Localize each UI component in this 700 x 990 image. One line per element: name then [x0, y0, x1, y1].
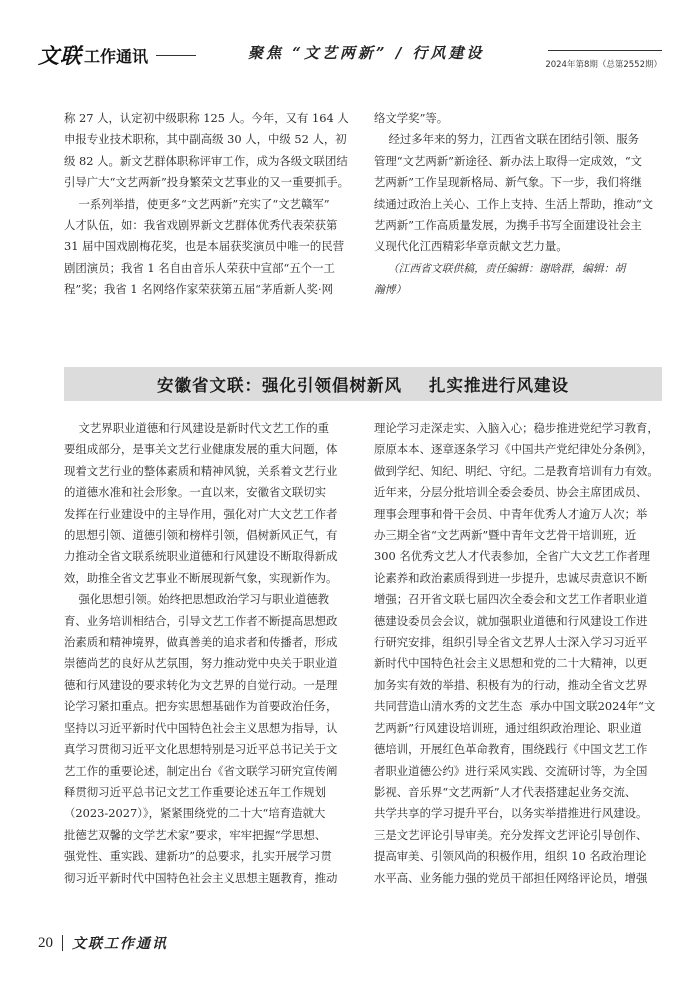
text-line: 坚持以习近平新时代中国特色社会主义思想为指导，认	[64, 720, 338, 735]
text-line: 提高审美、引领风尚的积极作用，组织 10 名政治理论	[374, 849, 647, 864]
text-line: 办三期全省“文艺两新”暨中青年文艺骨干培训班，近	[374, 528, 637, 543]
text-line: （2023-2027）》，紧紧围绕党的二十大“培育造就大	[64, 806, 326, 821]
text-line: 做到学纪、知纪、明纪、守纪。二是教育培训有力有效。	[374, 463, 659, 478]
logo-mark: 文联	[38, 43, 82, 68]
text-line: 德培训，开展红色革命教育，围绕践行《中国文艺工作	[374, 742, 648, 757]
header-rule-left	[156, 55, 196, 56]
text-line: 申报专业技术职称，其中副高级 30 人，中级 52 人，初	[64, 132, 347, 147]
text-line: 论学习紧扣重点。把夯实思想基础作为首要政治任务，	[64, 699, 338, 714]
column-title: 聚焦 “文艺两新” / 行风建设	[248, 44, 485, 62]
text-line: 行研究安排，组织引导全省文艺界人士深入学习习近平	[374, 635, 648, 650]
top-left-column	[64, 108, 354, 301]
text-line: 引导广大“文艺两新”投身繁荣文艺事业的又一重要抓手。	[64, 175, 350, 190]
text-line: 批德艺双馨的文学艺术家”要求，牢牢把握“学思想、	[64, 827, 327, 842]
logo-name: 工作通讯	[84, 46, 149, 66]
text-line: 真学习贯彻习近平文化思想特别是习近平总书记关于文	[64, 742, 338, 757]
issue-label: 2024年第8期（总第2552期）	[545, 60, 662, 70]
text-line: 的思想引领、道德引领和榜样引领，倡树新风正气，有	[64, 528, 338, 543]
main-left-column	[64, 418, 354, 889]
masthead-logo	[38, 42, 148, 68]
top-right-column	[374, 108, 664, 301]
text-line: 崇德尚艺的良好从艺氛围，努力推动党中央关于职业道	[64, 656, 338, 671]
text-line: 管理“文艺两新”新途径、新办法上取得一定成效，“文	[374, 153, 643, 168]
text-line: 释贯彻习近平总书记文艺工作重要论述五年工作规划	[64, 784, 326, 799]
text-line: 人才队伍，如：我省戏剧界新文艺群体优秀代表荣获第	[64, 218, 338, 233]
text-line: 新时代中国特色社会主义思想和党的二十大精神，以更	[374, 656, 648, 671]
text-line: 德和行风建设的要求转化为文艺界的自觉行动。一是理	[64, 677, 338, 692]
text-line: 彻习近平新时代中国特色社会主义思想主题教育，推动	[64, 870, 338, 885]
text-line: 理事会理事和骨干会员、中青年优秀人才逾万人次；举	[374, 506, 648, 521]
text-line: 强化思想引领。始终把思想政治学习与职业道德教	[64, 592, 330, 607]
text-line: 者职业道德公约》进行采风实践、交流研讨等，为全国	[374, 763, 648, 778]
header-rule-right	[548, 50, 662, 51]
text-line: 级 82 人。新文艺群体职称评审工作，成为各级文联团结	[64, 153, 348, 168]
text-line: 强党性、重实践、建新功”的总要求，扎实开展学习贯	[64, 849, 332, 864]
footer-divider	[62, 935, 63, 951]
text-line: 络文学奖”等。	[374, 111, 449, 125]
text-line: 现着文艺行业的整体素质和精神风貌，关系着文艺行业	[64, 463, 338, 478]
text-line: 共学共享的学习提升平台，以务实举措推进行风建设。	[374, 806, 648, 821]
text-line: 艺两新”工作高质量发展，为携手书写全面建设社会主	[374, 218, 642, 233]
text-line: 增强；召开省文联七届四次全委会和文艺工作者职业道	[374, 592, 648, 607]
publication-name: 文联工作通讯	[72, 936, 168, 952]
text-line: 文艺界职业道德和行风建设是新时代文艺工作的重	[64, 421, 330, 435]
page-header	[38, 40, 662, 74]
article-title-band	[64, 367, 662, 401]
article-title: 安徽省文联：强化引领倡树新风 扎实推进行风建设	[157, 376, 569, 395]
text-line: 续通过政治上关心、工作上支持、生活上帮助，推动“文	[374, 196, 654, 211]
text-line: 发挥在行业建设中的主导作用，强化对广大文艺工作者	[64, 506, 338, 521]
text-line: 原原本本、逐章逐条学习《中国共产党纪律处分条例》，	[374, 442, 654, 457]
text-line: 程”奖；我省 1 名网络作家荣获第五届“茅盾新人奖·网	[64, 282, 333, 297]
credit-line: 瀚博）	[374, 283, 407, 297]
text-line: 加务实有效的举措、积极有为的行动，推动全省文艺界	[374, 677, 648, 692]
text-line: 剧团演员；我省 1 名自由音乐人荣获中宣部“五个一工	[64, 260, 335, 275]
text-line: 艺两新”行风建设培训班，通过组织政治理论、职业道	[374, 720, 642, 735]
text-line: 的道德水准和社会形象。一直以来，安徽省文联切实	[64, 485, 326, 500]
page-footer	[38, 932, 168, 954]
text-line: 近年来，分层分批培训全委会委员、协会主席团成员、	[374, 485, 648, 500]
text-line: 理论学习走深走实、入脑入心；稳步推进党纪学习教育，	[374, 421, 659, 435]
page-number: 20	[38, 934, 53, 951]
text-line: 育、业务培训相结合，引导文艺工作者不断提高思想政	[64, 613, 338, 628]
text-line: 称 27 人，认定初中级职称 125 人。今年，又有 164 人	[64, 111, 349, 125]
main-right-column	[374, 418, 664, 889]
text-line: 艺两新”工作呈现新格局、新气象。下一步，我们将继	[374, 175, 642, 190]
text-line: 力推动全省文联系统职业道德和行风建设不断取得新成	[64, 549, 338, 564]
text-line: 影视、音乐界“文艺两新”人才代表搭建起业务交流、	[374, 784, 637, 799]
text-line: 水平高、业务能力强的党员干部担任网络评论员，增强	[374, 870, 648, 885]
text-line: 论素养和政治素质得到进一步提升，忠诚尽责意识不断	[374, 570, 648, 585]
text-line: 31 届中国戏剧梅花奖，也是本届获奖演员中唯一的民营	[64, 239, 345, 254]
text-line: 艺工作的重要论述，制定出台《省文联学习研究宣传阐	[64, 763, 338, 778]
text-line: 义现代化江西精彩华章贡献文艺力量。	[374, 239, 568, 254]
text-line: 三是文艺评论引导审美。充分发挥文艺评论引导创作、	[374, 827, 648, 842]
text-line: 治素质和精神境界，做真善美的追求者和传播者，形成	[64, 635, 338, 650]
text-line: 一系列举措，使更多“文艺两新”充实了“文艺赣军”	[64, 196, 330, 211]
text-line: 经过多年来的努力，江西省文联在团结引领、服务	[374, 132, 640, 147]
text-line: 300 名优秀文艺人才代表参加，全省广大文艺工作者理	[374, 549, 650, 564]
text-line: 德建设委员会会议，就加强职业道德和行风建设工作进	[374, 613, 648, 628]
credit-line: （江西省文联供稿，责任编辑：谢晗群，编辑：胡	[374, 261, 626, 275]
text-line: 要组成部分，是事关文艺行业健康发展的重大问题，体	[64, 442, 338, 457]
text-line: 共同营造山清水秀的文艺生态 承办中国文联2024年“文	[374, 699, 656, 714]
text-line: 效，助推全省文艺事业不断展现新气象，实现新作为。	[64, 570, 338, 585]
